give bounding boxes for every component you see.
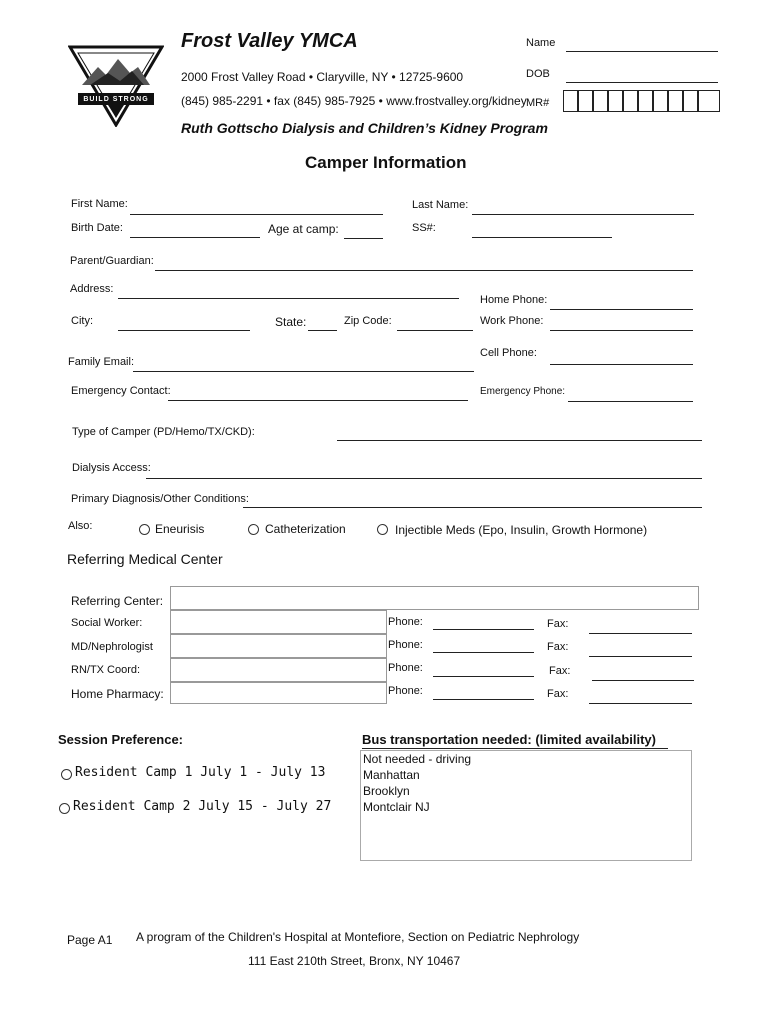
bus-listbox[interactable] [360, 750, 692, 861]
injectible-meds-radio[interactable] [377, 524, 388, 535]
rn-tx-coord-field[interactable] [170, 658, 387, 682]
home-pharmacy-fax-field[interactable] [589, 703, 692, 704]
footer-line-1: A program of the Children's Hospital at Montefiore, Section on Pediatric Nephrology [136, 930, 580, 944]
social-worker-label: Social Worker: [71, 617, 143, 629]
rn-tx-coord-fax-field[interactable] [592, 680, 694, 681]
family-email-field[interactable] [133, 371, 474, 372]
parent-guardian-field[interactable] [155, 270, 693, 271]
referring-center-field[interactable] [170, 586, 699, 610]
social-worker-field[interactable] [170, 610, 387, 634]
home-pharmacy-fax-label: Fax: [547, 688, 569, 700]
program-title: Ruth Gottscho Dialysis and Children’s Kidney Program [181, 120, 548, 136]
org-title: Frost Valley YMCA [181, 30, 358, 52]
rn-tx-coord-phone-field[interactable] [433, 676, 534, 677]
rn-tx-coord-phone-label: Phone: [388, 662, 423, 674]
eneurisis-radio[interactable] [139, 524, 150, 535]
rn-tx-coord-fax-label: Fax: [549, 665, 571, 677]
page-number: Page A1 [67, 933, 113, 947]
cell-phone-field[interactable] [550, 364, 693, 365]
address-field[interactable] [118, 298, 459, 299]
first-name-field[interactable] [130, 214, 383, 215]
social-worker-phone-label: Phone: [388, 616, 423, 628]
home-pharmacy-phone-label: Phone: [388, 685, 423, 697]
session-camp1-radio[interactable] [61, 769, 72, 780]
session-camp2-label: Resident Camp 2 July 15 - July 27 [73, 799, 332, 814]
emergency-phone-label: Emergency Phone: [480, 386, 566, 397]
footer-line-2: 111 East 210th Street, Bronx, NY 10467 [248, 954, 461, 968]
state-label: State: [275, 315, 307, 329]
referring-section-title: Referring Medical Center [67, 551, 223, 567]
family-email-label: Family Email: [68, 356, 135, 368]
catheterization-radio[interactable] [248, 524, 259, 535]
md-nephrologist-fax-field[interactable] [589, 656, 692, 657]
camper-type-label: Type of Camper (PD/Hemo/TX/CKD): [72, 426, 255, 438]
session-title: Session Preference: [58, 732, 184, 747]
ymca-logo [68, 45, 164, 127]
age-at-camp-field[interactable] [344, 238, 383, 239]
work-phone-field[interactable] [550, 330, 693, 331]
home-phone-field[interactable] [550, 309, 693, 310]
md-nephrologist-fax-label: Fax: [547, 641, 569, 653]
emergency-phone-field[interactable] [568, 401, 693, 402]
bus-option[interactable]: Brooklyn [363, 784, 410, 798]
injectible-meds-label: Injectible Meds (Epo, Insulin, Growth Hormone) [395, 523, 648, 537]
session-camp1-label: Resident Camp 1 July 1 - July 13 [75, 765, 326, 780]
ssn-field[interactable] [472, 237, 612, 238]
address-label: Address: [70, 283, 114, 295]
rn-tx-coord-label: RN/TX Coord: [71, 664, 141, 676]
city-label: City: [71, 315, 93, 327]
state-field[interactable] [308, 330, 337, 331]
mr-label: MR# [526, 97, 550, 109]
work-phone-label: Work Phone: [480, 315, 544, 327]
primary-diagnosis-field[interactable] [243, 507, 702, 508]
social-worker-fax-label: Fax: [547, 618, 569, 630]
org-contact: (845) 985-2291 • fax (845) 985-7925 • www.frostvalley.org/kidney [181, 94, 527, 108]
md-nephrologist-phone-field[interactable] [433, 652, 534, 653]
md-nephrologist-phone-label: Phone: [388, 639, 423, 651]
parent-guardian-label: Parent/Guardian: [70, 255, 154, 267]
first-name-label: First Name: [71, 198, 128, 210]
org-address: 2000 Frost Valley Road • Claryville, NY • 12725-9600 [181, 70, 464, 84]
birth-date-field[interactable] [130, 237, 260, 238]
home-pharmacy-label: Home Pharmacy: [71, 687, 164, 701]
name-field[interactable] [566, 51, 718, 52]
eneurisis-label: Eneurisis [155, 522, 205, 536]
logo-text: BUILD STRONG [83, 96, 149, 103]
bus-option[interactable]: Manhattan [363, 768, 420, 782]
social-worker-fax-field[interactable] [589, 633, 692, 634]
session-camp2-radio[interactable] [59, 803, 70, 814]
camper-type-field[interactable] [337, 440, 702, 441]
also-label: Also: [68, 520, 93, 532]
bus-option[interactable]: Not needed - driving [363, 752, 472, 766]
birth-date-label: Birth Date: [71, 222, 123, 234]
primary-diagnosis-label: Primary Diagnosis/Other Conditions: [71, 493, 249, 505]
bus-option[interactable]: Montclair NJ [363, 800, 430, 814]
dialysis-access-field[interactable] [146, 478, 702, 479]
name-label: Name [526, 37, 556, 49]
zip-field[interactable] [397, 330, 473, 331]
catheterization-label: Catheterization [265, 522, 346, 536]
city-field[interactable] [118, 330, 250, 331]
bus-title-underline [362, 748, 668, 749]
social-worker-phone-field[interactable] [433, 629, 534, 630]
last-name-field[interactable] [472, 214, 694, 215]
md-nephrologist-label: MD/Nephrologist [71, 641, 153, 653]
ssn-label: SS#: [412, 222, 436, 234]
last-name-label: Last Name: [412, 199, 469, 211]
cell-phone-label: Cell Phone: [480, 347, 537, 359]
home-phone-label: Home Phone: [480, 294, 548, 306]
dob-label: DOB [526, 68, 550, 80]
bus-title: Bus transportation needed: (limited availability) [362, 732, 656, 747]
form-title: Camper Information [305, 153, 467, 172]
referring-center-label: Referring Center: [71, 594, 164, 608]
emergency-contact-label: Emergency Contact: [71, 385, 171, 397]
dob-field[interactable] [566, 82, 718, 83]
emergency-contact-field[interactable] [168, 400, 468, 401]
home-pharmacy-phone-field[interactable] [433, 699, 534, 700]
age-at-camp-label: Age at camp: [268, 222, 339, 236]
zip-label: Zip Code: [344, 315, 392, 327]
md-nephrologist-field[interactable] [170, 634, 387, 658]
home-pharmacy-field[interactable] [170, 682, 387, 704]
dialysis-access-label: Dialysis Access: [72, 462, 151, 474]
